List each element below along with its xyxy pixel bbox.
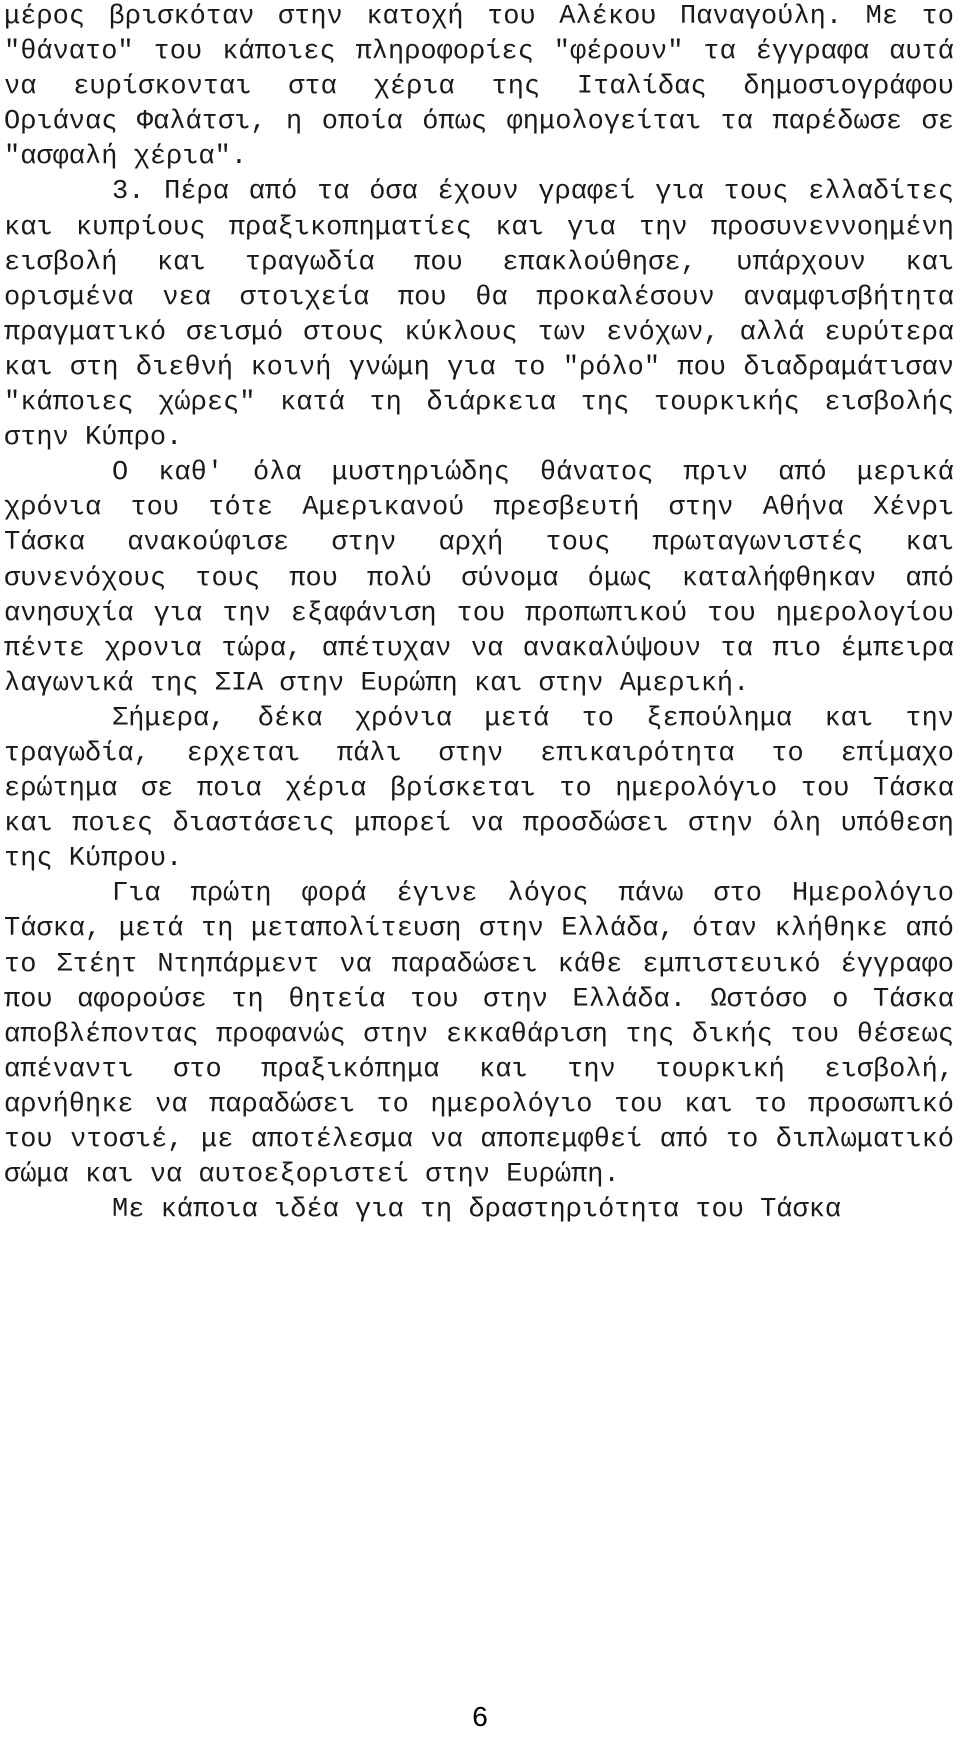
- paragraph-5: Για πρώτη φορά έγινε λόγος πάνω στο Ημερολόγιο Τάσκα, μετά τη μεταπολίτευση στην Ελλάδα, όταν κλήθηκε από το Στέητ Ντηπάρμεντ να παραδώσει κάθε εμπιστευικό έγγραφο που αφορούσε τη θητεία του στην Ελλάδα. Ωστόσο ο Τάσκα αποβλέποντας προφανώς στην εκκαθάριση της δικής του θέσεως απέναντι στο πραξικόπημα και την τουρκική εισβολή, αρνήθηκε να παραδώσει το ημερολόγιο του και το προσωπικό του ντοσιέ, με αποτέλεσμα να αποπεμφθεί από το διπλωματικό σώμα και να αυτοεξοριστεί στην Ευρώπη.: [4, 879, 954, 1191]
- paragraph-6: Με κάποια ιδέα για τη δραστηριότητα του Τάσκα: [112, 1195, 842, 1226]
- paragraph-2: 3. Πέρα από τα όσα έχουν γραφεί για τους ελλαδίτες και κυπρίους πραξικοπηματίες και για την προσυνεννοημένη εισβολή και τραγωδία που επακλούθησε, υπάρχουν και ορισμένα νεα στοιχεία που θα προκαλέσουν αναμφισβήτητα πραγματικό σεισμό στους κύκλους των ενόχων, αλλά ευρύτερα και στη διεθνή κοινή γνώμη για το "ρόλο" που διαδραμάτισαν "κάποιες χώρες" κατά τη διάρκεια της τουρκικής εισβολής στην Κύπρο.: [4, 177, 954, 454]
- document-body: [4, 0, 954, 1228]
- paragraph-4: Σήμερα, δέκα χρόνια μετά το ξεπούλημα και την τραγωδία, ερχεται πάλι στην επικαιρότητα το επίμαχο ερώτημα σε ποια χέρια βρίσκεται το ημερολόγιο του Τάσκα και ποιες διαστάσεις μπορεί να προσδώσει στην όλη υπόθεση της Κύπρου.: [4, 703, 954, 875]
- page-number: 6: [472, 1701, 488, 1732]
- paragraph-3: Ο καθ' όλα μυστηριώδης θάνατος πριν από μερικά χρόνια του τότε Αμερικανού πρεσβευτή στην Αθήνα Χένρι Τάσκα ανακούφισε στην αρχή τους πρωταγωνιστές και συνενόχους τους που πολύ σύνομα όμως καταλήφθηκαν από ανησυχία για την εξαφάνιση του προπωπικού του ημερολογίου πέντε χρονια τώρα, απέτυχαν να ανακαλύψουν τα πιο έμπειρα λαγωνικά της ΣΙΑ στην Ευρώπη και στην Αμερική.: [4, 458, 954, 699]
- paragraph-1: μέρος βρισκόταν στην κατοχή του Αλέκου Παναγούλη. Με το "θάνατο" του κάποιες πληροφορίες "φέρουν" τα έγγραφα αυτά να ευρίσκονται στα χέρια της Ιταλίδας δημοσιογράφου Οριάνας Φαλάτσι, η οποία όπως φημολογείται τα παρέδωσε σε "ασφαλή χέρια".: [4, 2, 954, 173]
